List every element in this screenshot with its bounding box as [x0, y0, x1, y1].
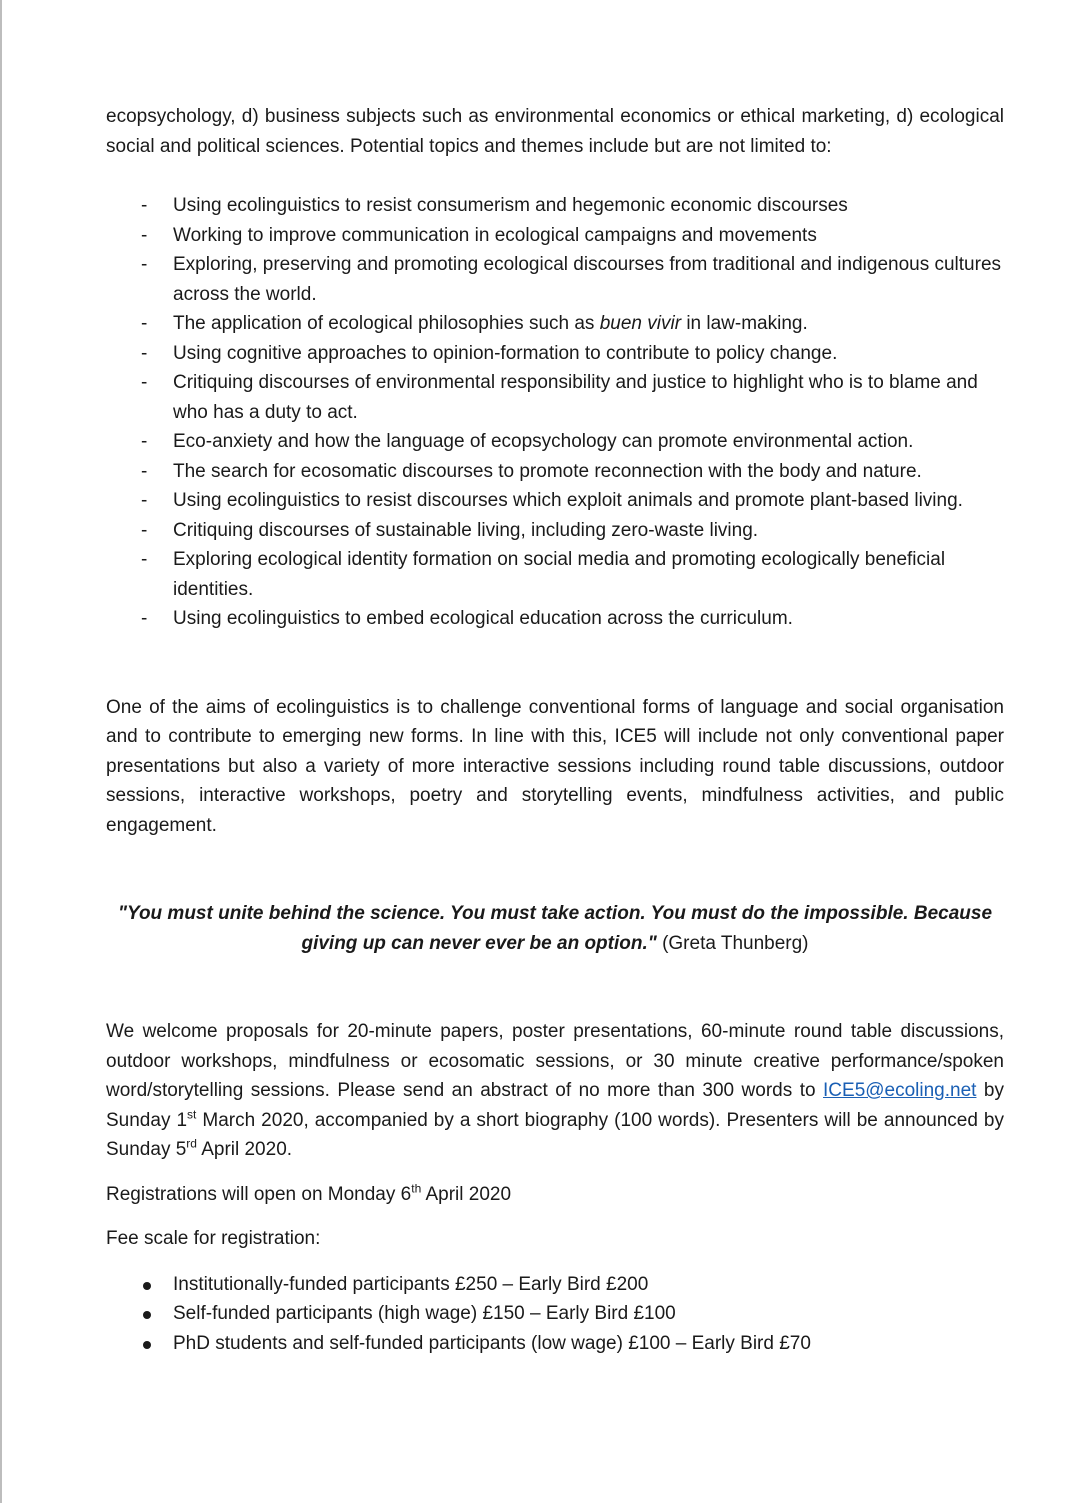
registration-paragraph	[106, 1180, 1004, 1210]
aims-paragraph: One of the aims of ecolinguistics is to challenge conventional forms of language and social organisation and to contribute to emerging new forms. In line with this, ICE5 will include not only conventional paper presentations but also a variety of more interactive sessions including round table discussions, outdoor sessions, interactive workshops, poetry and storytelling events, mindfulness activities, and public engagement.	[106, 696, 1004, 836]
ordinal-suffix: th	[411, 1181, 422, 1196]
list-item: - Exploring, preserving and promoting ecological discourses from traditional and indigenous cultures across the world.	[106, 250, 1004, 309]
list-item: - Exploring ecological identity formation on social media and promoting ecologically beneficial identities.	[106, 545, 1004, 604]
list-item: Institutionally-funded participants £250 – Early Bird £200	[106, 1270, 1004, 1300]
list-item: - Eco-anxiety and how the language of ecopsychology can promote environmental action.	[106, 427, 1004, 457]
announce-text: April 2020.	[196, 1139, 293, 1160]
fees-list	[106, 1270, 1004, 1359]
quote-text: "You must unite behind the science. You must take action. You must do the impossible. Because giving up can never ever be an option."	[117, 903, 993, 954]
deadline-text-rest: March 2020, accompanied by a short biography (100 words). Presenters will be announced by Sunday 5	[106, 1109, 1005, 1160]
list-item: - Using ecolinguistics to embed ecological education across the curriculum.	[106, 604, 1004, 634]
emphasis: buen vivir	[599, 313, 682, 334]
proposals-text: We welcome proposals for 20-minute papers, poster presentations, 60-minute round table discussions, outdoor workshops, mindfulness or ecosomatic sessions, or 30 minute creative performance/spoken word/storytelling sessions. Please send an abstract of no more than 300 words to	[106, 1021, 1004, 1101]
list-item: - Using cognitive approaches to opinion-formation to contribute to policy change.	[106, 339, 1004, 369]
proposals-paragraph	[106, 1017, 1004, 1165]
list-item: Self-funded participants (high wage) £150 – Early Bird £100	[106, 1299, 1004, 1329]
ordinal-suffix: rd	[186, 1136, 197, 1151]
email-link[interactable]: ICE5@ecoling.net	[823, 1080, 977, 1101]
page-edge	[0, 0, 2, 1503]
topics-list	[106, 191, 1004, 634]
list-item: PhD students and self-funded participants (low wage) £100 – Early Bird £70	[106, 1329, 1004, 1359]
ordinal-suffix: st	[187, 1107, 197, 1122]
list-item: - Critiquing discourses of environmental responsibility and justice to highlight who is to blame and who has a duty to act.	[106, 368, 1004, 427]
list-item: - The application of ecological philosophies such as buen vivir in law-making.	[106, 309, 1004, 339]
intro-paragraph: ecopsychology, d) business subjects such as environmental economics or ethical marketing, d) ecological social and political sciences. Potential topics and themes include but are not limited to:	[106, 106, 1004, 157]
list-item: - Using ecolinguistics to resist discourses which exploit animals and promote plant-based living.	[106, 486, 1004, 516]
fees-heading: Fee scale for registration:	[106, 1228, 321, 1249]
list-item: - Using ecolinguistics to resist consumerism and hegemonic economic discourses	[106, 191, 1004, 221]
deadline-text: by Sunday 1	[106, 1080, 1004, 1131]
list-item: - Critiquing discourses of sustainable living, including zero-waste living.	[106, 516, 1004, 546]
quote-attribution: (Greta Thunberg)	[662, 932, 809, 954]
list-item: - Working to improve communication in ecological campaigns and movements	[106, 221, 1004, 251]
document-page	[106, 102, 1004, 1358]
registration-text: Registrations will open on Monday 6	[106, 1183, 412, 1205]
quote-block	[106, 899, 1004, 958]
list-item: - The search for ecosomatic discourses to promote reconnection with the body and nature.	[106, 457, 1004, 487]
registration-text-rest: April 2020	[421, 1183, 512, 1205]
